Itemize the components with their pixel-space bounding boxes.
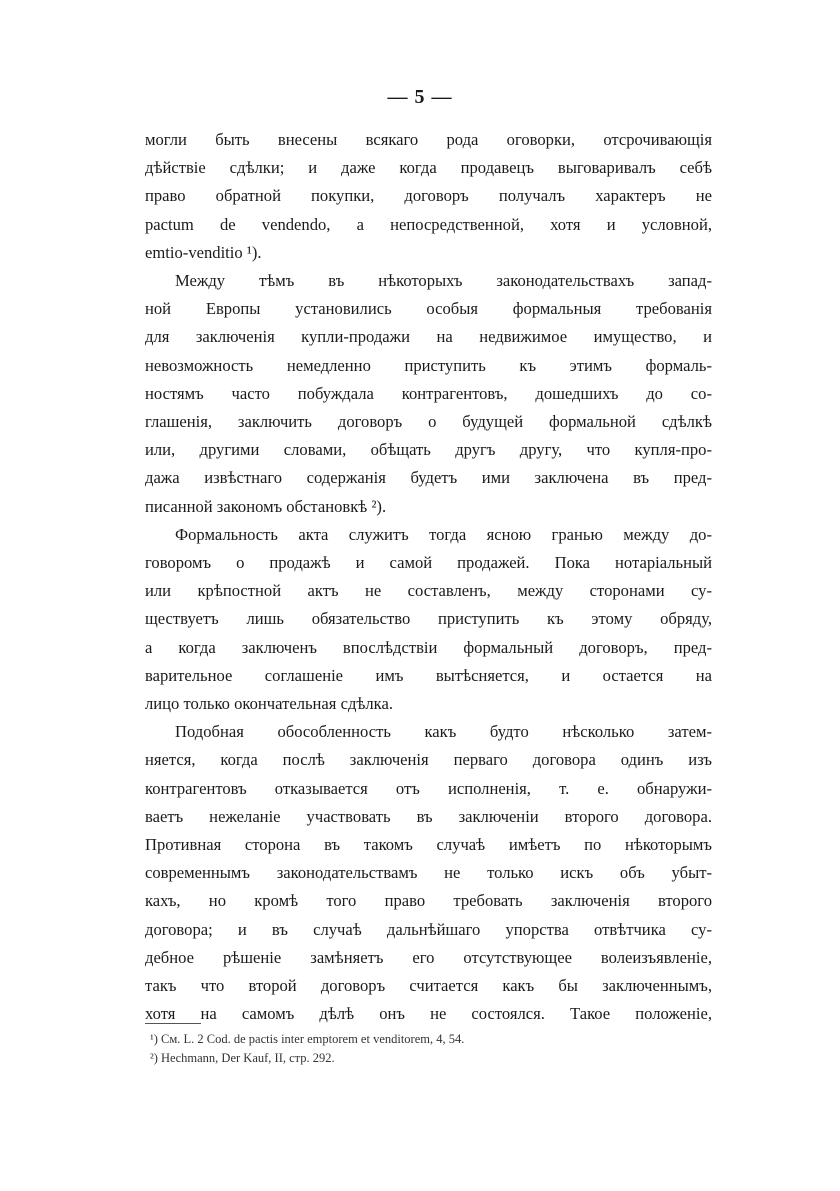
text-line: дебное рѣшеніе замѣняетъ его отсутствующее волеизъявленіе, <box>145 947 712 967</box>
text-line: Формальность акта служитъ тогда ясною гранью между до- <box>175 524 712 544</box>
text-line: а когда заключенъ впослѣдствіи формальный договоръ, пред- <box>145 637 712 657</box>
text-line: дажа извѣстнаго содержанія будетъ ими заключена въ пред- <box>145 468 712 488</box>
text-line: или крѣпостной актъ не составленъ, между сторонами су- <box>145 581 712 601</box>
text-line: договора; и въ случаѣ дальнѣйшаго упорства отвѣтчика су- <box>145 919 712 939</box>
text-line: ществуетъ лишь обязательство приступить къ этому обряду, <box>145 609 712 629</box>
text-line: для заключенія купли-продажи на недвижимое имущество, и <box>145 327 712 347</box>
text-line: Подобная обособленность какъ будто нѣсколько затем- <box>175 722 712 742</box>
text-line: emtio-venditio ¹). <box>145 242 262 262</box>
text-line: ностямъ часто побуждала контрагентовъ, дошедшихъ до со- <box>145 383 712 403</box>
text-line: дѣйствіе сдѣлки; и даже когда продавецъ выговаривалъ себѣ <box>145 158 712 178</box>
footnotes <box>150 1030 670 1068</box>
text-line: контрагентовъ отказывается отъ исполненія, т. е. обнаружи- <box>145 778 712 798</box>
body-text <box>145 126 712 1029</box>
text-line: Противная сторона въ такомъ случаѣ имѣетъ по нѣкоторымъ <box>145 835 712 855</box>
text-line: кахъ, но кромѣ того право требовать заключенія второго <box>145 891 712 911</box>
page-number: — 5 — <box>387 86 453 108</box>
text-line: Между тѣмъ въ нѣкоторыхъ законодательствахъ запад- <box>175 271 712 291</box>
text-line: невозможность немедленно приступить къ этимъ формаль- <box>145 355 712 375</box>
text-line: писанной закономъ обстановкѣ ²). <box>145 496 387 516</box>
text-line: могли быть внесены всякаго рода оговорки, отсрочивающія <box>145 130 712 149</box>
text-line: няется, когда послѣ заключенія перваго договора одинъ изъ <box>145 750 712 770</box>
text-line: ваетъ нежеланіе участвовать въ заключеніи второго договора. <box>145 806 712 826</box>
text-line: право обратной покупки, договоръ получалъ характеръ не <box>145 186 712 206</box>
text-line: лицо только окончательная сдѣлка. <box>145 694 393 714</box>
footnote: ²) Hechmann, Der Kauf, II, стр. 292. <box>150 1051 335 1065</box>
text-line: ной Европы установились особыя формальныя требованія <box>145 299 712 319</box>
footnote: ¹) См. L. 2 Cod. de pactis inter emptorem et venditorem, 4, 54. <box>150 1032 465 1046</box>
text-line: такъ что второй договоръ считается какъ бы заключеннымъ, <box>145 976 712 996</box>
footnote-divider <box>145 1023 201 1024</box>
text-line: или, другими словами, обѣщать другъ другу, что купля-про- <box>145 440 712 460</box>
text-line: говоромъ о продажѣ и самой продажей. Пока нотаріальный <box>145 553 712 573</box>
text-line: глашенія, заключить договоръ о будущей формальной сдѣлкѣ <box>145 412 712 432</box>
text-line: современнымъ законодательствамъ не только искъ объ убыт- <box>145 863 712 883</box>
text-line: хотя на самомъ дѣлѣ онъ не состоялся. Такое положеніе, <box>145 1004 712 1024</box>
text-line: варительное соглашеніе имъ вытѣсняется, и остается на <box>145 665 712 685</box>
text-line: pactum de vendendo, а непосредственной, хотя и условной, <box>145 214 712 234</box>
